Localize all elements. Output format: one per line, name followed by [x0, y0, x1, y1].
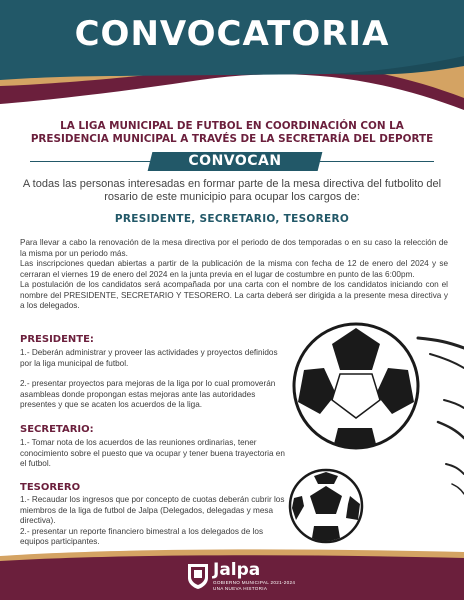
secretario-item-1: 1.- Tomar nota de los acuerdos de las reuniones ordinarias, tener conocimiento sobre el puesto que va ocupar y tener buena trayectoria en el futbol. [20, 438, 285, 468]
presidente-text [20, 348, 288, 411]
logo-subtitle-2: UNA NUEVA HISTORIA [213, 586, 268, 591]
secretario-heading: SECRETARIO: [20, 424, 94, 435]
positions-heading: PRESIDENTE, SECRETARIO, TESORERO [114, 213, 350, 225]
convocan-label: CONVOCAN [188, 153, 282, 169]
presidente-item-1: 1.- Deberán administrar y proveer las actividades y proyectos definidos por la liga municipal de futbol. [20, 348, 278, 368]
divider-left [30, 161, 152, 162]
speed-lines-icon [418, 338, 464, 438]
small-speed-lines-icon [446, 464, 464, 494]
presidente-heading: PRESIDENTE: [20, 334, 94, 345]
logo-name: Jalpa [213, 560, 261, 580]
tesorero-heading: TESORERO [20, 482, 81, 493]
small-soccer-ball-icon [290, 470, 362, 542]
divider-right [318, 161, 434, 162]
municipal-crest-icon [186, 562, 210, 590]
intro-heading [30, 120, 434, 146]
logo-subtitle-1: GOBIERNO MUNICIPAL 2021-2024 [213, 580, 296, 585]
page-title: CONVOCATORIA [74, 14, 390, 54]
large-soccer-ball-icon [294, 324, 418, 448]
soccer-balls-illustration [268, 318, 464, 554]
tesorero-text [20, 495, 288, 548]
lead-text: A todas las personas interesadas en formar parte de la mesa directiva del futbolito del rosario de este municipio para ocupar los cargos de: [22, 178, 442, 203]
tesorero-item-2: 2.- presentar un reporte financiero bimestral a los delegados de los equipos participantes. [20, 526, 264, 546]
body-paragraph-1: Para llevar a cabo la renovación de la mesa directiva por el periodo de dos temporadas o en su caso la relección de la misma por un periodo más. [20, 238, 448, 258]
header-banner [0, 0, 464, 120]
body-paragraph-3: La postulación de los candidatos será acompañada por una carta con el nombre de los candidatos iniciando con el nombre del PRESIDENTE, SECRETARIO Y TESORERO. La carta deberá ser dirigida a la presente mesa directiva y a los delegados. [20, 280, 448, 310]
tesorero-item-1: 1.- Recaudar los ingresos que por concepto de cuotas deberán cubrir los miembros de la liga de futbol de Jalpa (Delegados, delegadas y mesa directiva). [20, 495, 285, 525]
secretario-text [20, 438, 288, 470]
presidente-item-2: 2.- presentar proyectos para mejoras de la liga por lo cual promoverán asambleas donde propongan estas mejoras ante las autoridades presentes y que se acaten los acuerdos de la liga. [20, 379, 276, 409]
intro-line-1: LA LIGA MUNICIPAL DE FUTBOL EN COORDINACIÓN CON LA [60, 120, 404, 132]
intro-line-2: PRESIDENCIA MUNICIPAL A TRAVÉS DE LA SECRETARÍA DEL DEPORTE [30, 133, 434, 145]
body-paragraph-2: Las inscripciones quedan abiertas a partir de la publicación de la misma con fecha de 12 de enero del 2024 y se cerraran el viernes 19 de enero del 2024 en la junta previa en el lugar de costumbre en punto de las 6:00pm. [20, 259, 448, 279]
body-text [20, 238, 448, 312]
